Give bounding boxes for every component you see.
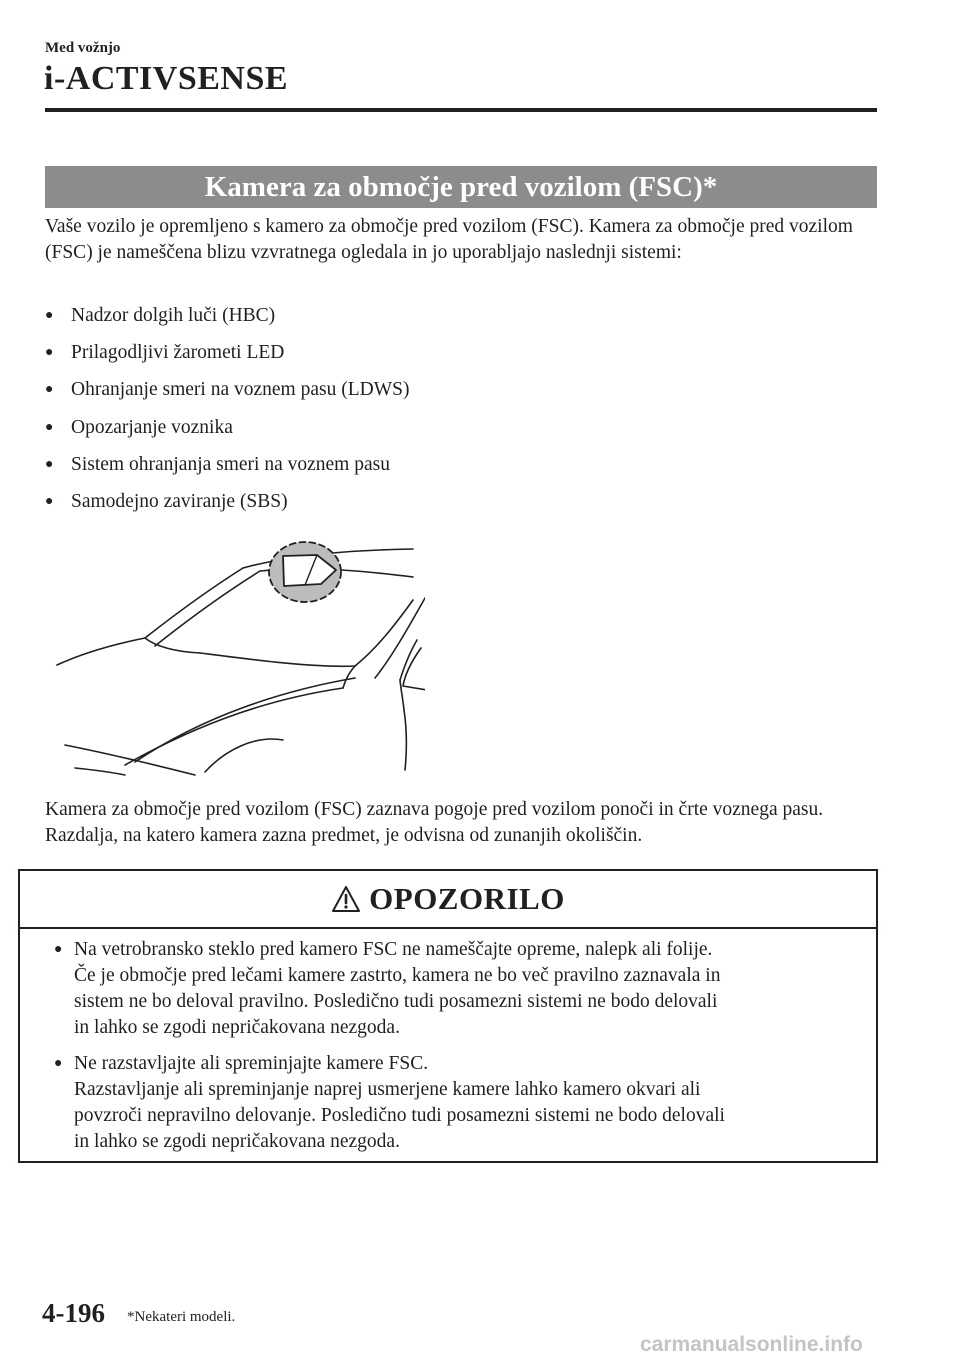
list-item: ● Samodejno zaviranje (SBS) — [45, 489, 409, 526]
description-paragraph: Kamera za območje pred vozilom (FSC) zaznava pogoje pred vozilom ponoči in črte voznega pasu. Razdalja, na katero kamera zazna predmet, je odvisna od zunanjih okoliščin. — [45, 799, 824, 846]
bullet-icon: ● — [45, 382, 54, 398]
list-item: ● Sistem ohranjanja smeri na voznem pasu — [45, 452, 409, 489]
warning-title: OPOZORILO — [369, 881, 565, 916]
bullet-icon: ● — [45, 308, 54, 323]
list-item: ● Nadzor dolgih luči (HBC) — [45, 303, 409, 340]
bullet-icon: ● — [45, 456, 54, 472]
list-item: ● Ne razstavljajte ali spreminjajte kamere FSC. Razstavljanje ali spreminjanje naprej usmerjene kamere lahko kamero okvari ali povzroči nepravilno delovanje. Posledično tudi posamezni sistemi ne bodo delovali in lahko se zgodi nepričakovana nezgoda. — [54, 1051, 864, 1155]
list-item: ● Ohranjanje smeri na voznem pasu (LDWS) — [45, 377, 409, 414]
page-number: 4-196 — [42, 1298, 105, 1328]
bullet-icon: ● — [45, 493, 54, 509]
list-item: ● Opozarjanje voznika — [45, 415, 409, 452]
bullet-icon: ● — [45, 419, 54, 435]
systems-list — [45, 303, 409, 526]
topic-banner: Kamera za območje pred vozilom (FSC)* — [45, 166, 877, 208]
list-item: ● Prilagodljivi žarometi LED — [45, 340, 409, 377]
watermark: carmanualsonline.info — [640, 1333, 863, 1356]
warning-triangle-icon — [331, 885, 361, 913]
warning-box — [18, 869, 878, 1163]
warning-list — [54, 937, 864, 1165]
bullet-icon: ● — [54, 1056, 63, 1071]
bullet-icon: ● — [54, 942, 63, 957]
list-item: ● Na vetrobransko steklo pred kamero FSC ne nameščajte opreme, nalepk ali folije. Če je območje pred lečami kamere zastrto, kamera ne bo več pravilno zaznavala in sistem ne bo deloval pravilno. Posledično tudi posamezni sistemi ne bodo delovali in lahko se zgodi nepričakovana nezgoda. — [54, 937, 864, 1041]
warning-header — [20, 871, 876, 929]
section-title: i-ACTIVSENSE — [44, 60, 289, 97]
chapter-label: Med vožnjo — [45, 40, 121, 56]
header-divider — [45, 108, 877, 112]
windshield-camera-illustration — [55, 540, 425, 780]
intro-paragraph: Vaše vozilo je opremljeno s kamero za območje pred vozilom (FSC). Kamera za območje pred vozilom (FSC) je nameščena blizu vzvratnega ogledala in jo uporabljajo naslednji sistemi: — [45, 216, 853, 263]
bullet-icon: ● — [45, 345, 54, 361]
footnote: *Nekateri modeli. — [127, 1309, 236, 1325]
